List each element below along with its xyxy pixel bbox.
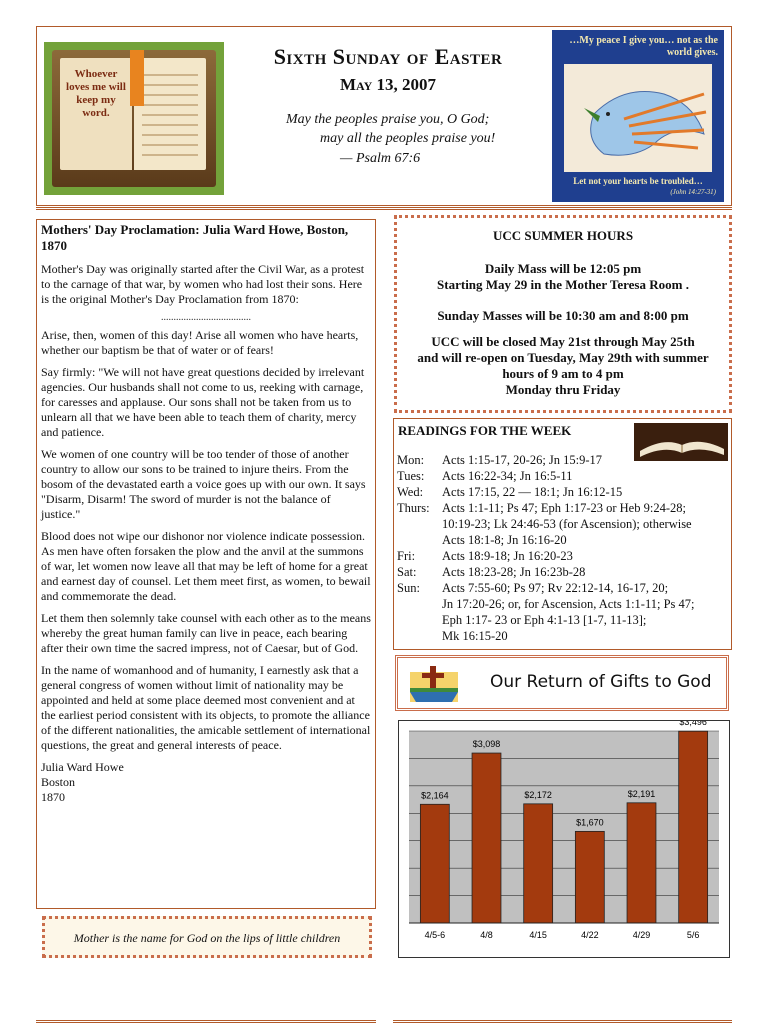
mother-quote: Mother is the name for God on the lips of little children (73, 931, 341, 945)
chart-category-label: 5/6 (686, 930, 700, 940)
chart-data-label: $2,191 (627, 788, 656, 799)
ucc-title: UCC SUMMER HOURS (492, 228, 634, 243)
psalm-reference: — Psalm 67:6 (340, 151, 421, 166)
dove-citation: (John 14:27-31) (670, 188, 716, 196)
article-paragraph: In the name of womanhood and of humanity, I earnestly ask that a general congress of women without limit of nationality may be appointed and held at some place deemed most convenient and at the earliest period consistent with its objects, to promote the alliance of the different nationalities, the amicable settlement of international questions, the great and general interests of peace. (41, 663, 371, 752)
reading-day: Mon: (397, 453, 425, 467)
psalm-verse-line-2: may all the peoples praise you! (320, 131, 496, 146)
page-title: Sixth Sunday of Easter (273, 44, 503, 69)
signature (41, 760, 371, 805)
chart-data-label: $3,496 (679, 721, 707, 728)
gifts-title: Our Return of Gifts to God (490, 672, 712, 692)
dove-caption-top: …My peace I give you… not as the world gives. (569, 35, 718, 58)
ucc-sunday-masses: Sunday Masses will be 10:30 am and 8:00 pm (437, 308, 689, 323)
signature-name: Julia Ward Howe (41, 760, 124, 774)
ucc-hours: hours of 9 am to 4 pm (502, 366, 624, 381)
masthead-divider (36, 207, 732, 210)
gifts-bar-chart (399, 721, 729, 957)
article-paragraph: We women of one country will be too tender of those of another country to allow our sons to be trained to injure theirs. From the bosom of the devastated earth a voice goes up with our own. It says "Disarm, Disarm! The sword of murder is not the balance of justice." (41, 447, 366, 521)
reading-text: Acts 17:15, 22 — 18:1; Jn 16:12-15 (442, 485, 623, 499)
dove-peace-image (552, 30, 724, 202)
reading-text: Acts 16:22-34; Jn 16:5-11 (442, 469, 573, 483)
church-icon (408, 664, 460, 704)
reading-text: Eph 1:17- 23 or Eph 4:1-13 [1-7, 11-13]; (442, 613, 647, 627)
reading-day: Sat: (397, 565, 417, 579)
gifts-chart (398, 720, 730, 958)
reading-text: Acts 1:15-17, 20-26; Jn 15:9-17 (442, 453, 603, 467)
chart-bar (472, 753, 501, 923)
reading-text: Acts 18:1-8; Jn 16:16-20 (442, 533, 567, 547)
chart-category-label: 4/29 (632, 930, 651, 940)
reading-day: Fri: (397, 549, 416, 563)
mother-quote-box (42, 916, 372, 958)
reading-text: 10:19-23; Lk 24:46-53 (for Ascension); otherwise (442, 517, 692, 531)
chart-plot-area (409, 731, 719, 923)
chart-bar (679, 731, 708, 923)
reading-text: Acts 18:23-28; Jn 16:23b-28 (442, 565, 586, 579)
reading-text: Acts 7:55-60; Ps 97; Rv 22:12-14, 16-17, 20; (442, 581, 669, 595)
chart-category-label: 4/8 (480, 930, 493, 940)
bible-quote: Whoever loves me will keep my word. (66, 68, 126, 119)
reading-text: Mk 16:15-20 (442, 629, 508, 643)
reading-day: Sun: (397, 581, 420, 595)
reading-day: Tues: (397, 469, 425, 483)
dove-illustration (564, 64, 712, 172)
chart-data-label: $1,670 (576, 817, 604, 828)
reading-text: Acts 1:1-11; Ps 47; Eph 1:17-23 or Heb 9:24-28; (442, 501, 686, 515)
readings-title: READINGS FOR THE WEEK (398, 423, 572, 438)
chart-bar (524, 804, 553, 923)
chart-category-label: 4/22 (581, 930, 599, 940)
article-paragraph: Mother's Day was originally started after the Civil War, as a protest to the carnage of that war, by women who had lost their sons. Here is the original Mother's Day Proclamation from 1870: (41, 262, 365, 306)
mothers-day-article (36, 219, 376, 909)
reading-day: Wed: (397, 485, 424, 499)
reading-text: Acts 18:9-18; Jn 16:20-23 (442, 549, 573, 563)
chart-data-label: $2,172 (524, 789, 552, 800)
open-bible-image (44, 42, 224, 195)
chart-data-label: $3,098 (472, 739, 501, 750)
article-paragraph: Blood does not wipe our dishonor nor violence indicate possession. As men have often forsaken the plow and the anvil at the summons of war, let women now leave all that may be left of home for a great and earnest day of counsel. Let them meet first, as women, to bewail and commemorate the dead. (41, 529, 371, 603)
article-paragraph: Say firmly: "We will not have great questions decided by irrelevant agencies. Our husbands shall not come to us, reeking with carnage, for caresses and applause. Our sons shall not be taken from us to unlearn all that we have been able to teach them of charity, mercy and patience. (41, 365, 365, 439)
gifts-banner (395, 655, 729, 711)
ucc-reopen-notice: and will re-open on Tuesday, May 29th with summer (417, 350, 709, 365)
dove-caption-bottom: Let not your hearts be troubled… (573, 176, 703, 186)
article-title: Mothers' Day Proclamation: Julia Ward Howe, Boston, 1870 (41, 222, 349, 253)
chart-category-label: 4/5-6 (424, 930, 446, 940)
bottom-divider-right (393, 1020, 732, 1023)
issue-date: May 13, 2007 (339, 75, 437, 94)
ucc-closed-notice: UCC will be closed May 21st through May 25th (431, 334, 695, 349)
psalm-verse-line-1: May the peoples praise you, O God; (286, 112, 490, 127)
ucc-days: Monday thru Friday (505, 382, 621, 397)
article-paragraph: Let them then solemnly take counsel with each other as to the means whereby the great human family can live in peace, each bearing after their own time the sacred impress, not of Caesar, but of God. (41, 611, 371, 655)
chart-bar (420, 804, 449, 923)
chart-category-label: 4/15 (529, 930, 547, 940)
signature-city: Boston (41, 775, 76, 789)
chart-data-label: $2,164 (421, 790, 449, 801)
ucc-summer-hours-box (394, 215, 732, 413)
reading-day: Thurs: (397, 501, 430, 515)
chart-bar (627, 803, 656, 923)
bottom-divider-left (36, 1020, 376, 1023)
article-paragraph: Arise, then, women of this day! Arise all women who have hearts, whether our baptism be that of water or of fears! (41, 328, 359, 357)
ucc-start-date: Starting May 29 in the Mother Teresa Room . (437, 277, 689, 292)
signature-year: 1870 (41, 790, 65, 804)
chart-bar (575, 831, 604, 923)
reading-text: Jn 17:20-26; or, for Ascension, Acts 1:1-11; Ps 47; (442, 597, 695, 611)
ucc-daily-mass: Daily Mass will be 12:05 pm (484, 261, 642, 276)
dotted-separator: .................................... (161, 312, 251, 323)
readings-box (393, 418, 732, 650)
